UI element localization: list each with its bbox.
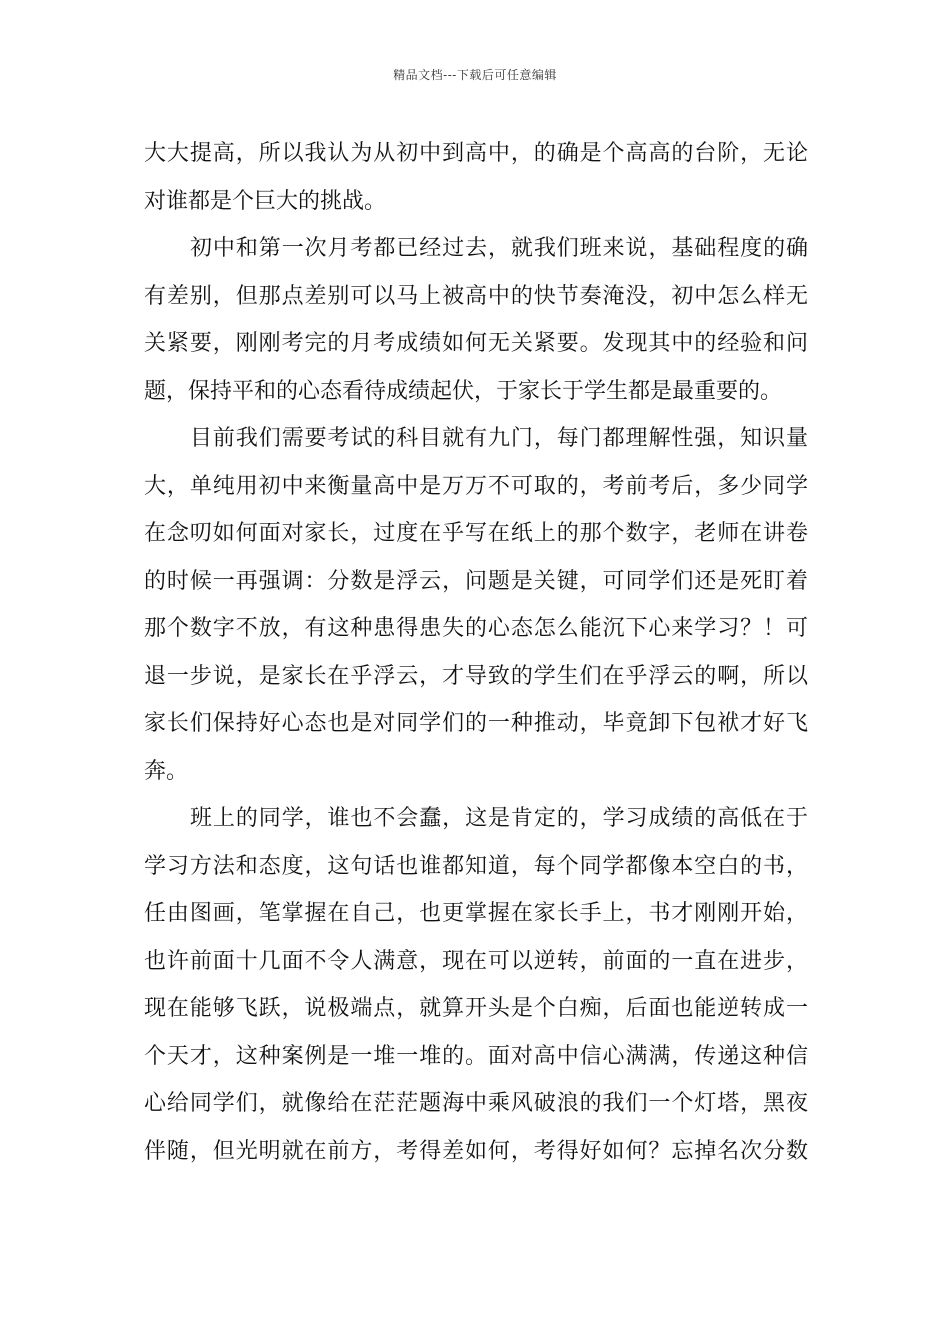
text-line: 题，保持平和的心态看待成绩起伏，于家长于学生都是最重要的。 xyxy=(144,378,783,404)
text-line: 个天才，这种案例是一堆一堆的。面对高中信心满满，传递这种信 xyxy=(144,1043,808,1069)
text-line: 伴随，但光明就在前方，考得差如何，考得好如何？忘掉名次分数 xyxy=(144,1138,808,1164)
text-line: 在念叨如何面对家长，过度在乎写在纸上的那个数字，老师在讲卷 xyxy=(144,521,808,546)
text-line: 大，单纯用初中来衡量高中是万万不可取的，考前考后，多少同学 xyxy=(144,473,808,499)
text-line: 关紧要，刚刚考完的月考成绩如何无关紧要。发现其中的经验和问 xyxy=(144,331,808,356)
text-line: 家长们保持好心态也是对同学们的一种推动，毕竟卸下包袱才好飞 xyxy=(144,711,808,736)
text-line: 心给同学们，就像给在茫茫题海中乘风破浪的我们一个灯塔，黑夜 xyxy=(144,1091,808,1116)
body-text xyxy=(144,130,808,1175)
text-line: 任由图画，笔掌握在自己，也更掌握在家长手上，书才刚刚开始， xyxy=(144,901,808,926)
text-line: 的时候一再强调：分数是浮云，问题是关键，可同学们还是死盯着 xyxy=(144,568,808,594)
text-line: 现在能够飞跃，说极端点，就算开头是个白痴，后面也能逆转成一 xyxy=(144,996,808,1021)
text-line: 也许前面十几面不令人满意，现在可以逆转，前面的一直在进步， xyxy=(144,948,808,974)
paragraph-start-line: 班上的同学，谁也不会蠢，这是肯定的，学习成绩的高低在于 xyxy=(190,806,808,831)
text-line: 对谁都是个巨大的挑战。 xyxy=(144,188,387,214)
paragraph-start-line: 目前我们需要考试的科目就有九门，每门都理解性强，知识量 xyxy=(190,426,808,451)
text-line: 退一步说，是家长在乎浮云，才导致的学生们在乎浮云的啊，所以 xyxy=(144,663,808,689)
text-line: 大大提高，所以我认为从初中到高中，的确是个高高的台阶，无论 xyxy=(144,141,808,166)
text-line: 奔。 xyxy=(144,758,189,784)
text-line: 有差别，但那点差别可以马上被高中的快节奏淹没，初中怎么样无 xyxy=(144,283,808,309)
page-header: 精品文档---下载后可任意编辑 xyxy=(393,68,557,82)
text-line: 那个数字不放，有这种患得患失的心态怎么能沉下心来学习？！可 xyxy=(144,616,808,641)
text-line: 学习方法和态度，这句话也谁都知道，每个同学都像本空白的书， xyxy=(144,853,808,879)
paragraph-start-line: 初中和第一次月考都已经过去，就我们班来说，基础程度的确 xyxy=(190,236,808,261)
